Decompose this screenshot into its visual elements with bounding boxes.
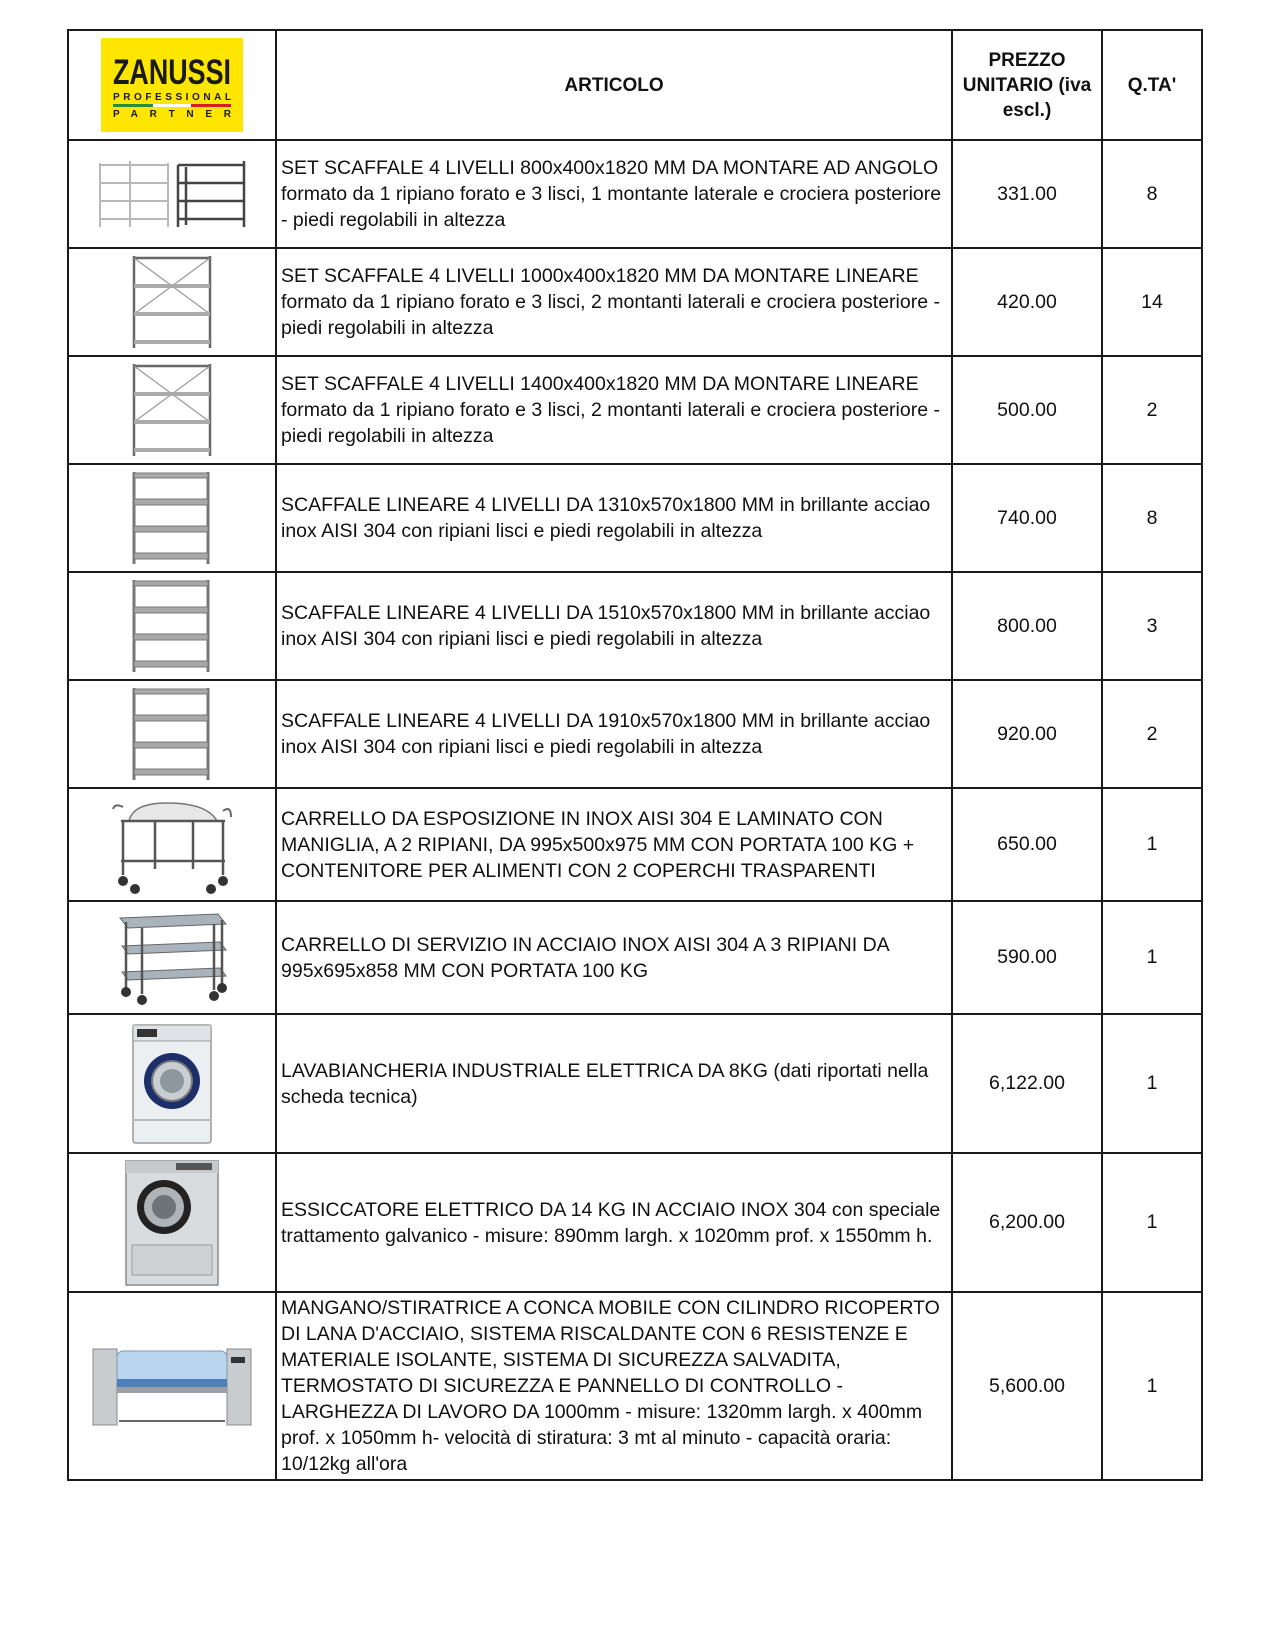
item-qty: 14 bbox=[1102, 248, 1202, 356]
table-row bbox=[68, 680, 1202, 788]
service-trolley-icon bbox=[110, 910, 234, 1006]
item-price: 6,122.00 bbox=[952, 1014, 1102, 1153]
item-qty: 1 bbox=[1102, 788, 1202, 901]
item-qty: 1 bbox=[1102, 1014, 1202, 1153]
item-price: 920.00 bbox=[952, 680, 1102, 788]
table-row bbox=[68, 356, 1202, 464]
price-list-table bbox=[67, 29, 1203, 1481]
stainless-shelving-icon bbox=[122, 576, 222, 676]
item-description: CARRELLO DI SERVIZIO IN ACCIAIO INOX AISI 304 A 3 RIPIANI DA 995x695x858 MM CON PORTATA 100 KG bbox=[276, 901, 952, 1014]
header-price-line2: UNITARIO (iva bbox=[962, 74, 1092, 96]
shelving-cross-brace-icon bbox=[122, 360, 222, 460]
item-price: 740.00 bbox=[952, 464, 1102, 572]
ironer-icon bbox=[89, 1343, 255, 1429]
image-cell bbox=[68, 140, 276, 248]
item-description: LAVABIANCHERIA INDUSTRIALE ELETTRICA DA 8KG (dati riportati nella scheda tecnica) bbox=[276, 1014, 952, 1153]
table-row bbox=[68, 464, 1202, 572]
item-qty: 2 bbox=[1102, 680, 1202, 788]
dryer-icon bbox=[122, 1159, 222, 1287]
image-cell bbox=[68, 1153, 276, 1292]
item-price: 6,200.00 bbox=[952, 1153, 1102, 1292]
stainless-shelving-icon bbox=[122, 468, 222, 568]
table-row bbox=[68, 1153, 1202, 1292]
header-price bbox=[952, 30, 1102, 140]
item-price: 500.00 bbox=[952, 356, 1102, 464]
table-row bbox=[68, 788, 1202, 901]
table-header-row bbox=[68, 30, 1202, 140]
item-description: SCAFFALE LINEARE 4 LIVELLI DA 1910x570x1800 MM in brillante acciao inox AISI 304 con ripiani lisci e piedi regolabili in altezza bbox=[276, 680, 952, 788]
table-row bbox=[68, 1292, 1202, 1480]
item-price: 650.00 bbox=[952, 788, 1102, 901]
item-qty: 3 bbox=[1102, 572, 1202, 680]
image-cell bbox=[68, 1292, 276, 1480]
table-row bbox=[68, 572, 1202, 680]
table-row bbox=[68, 901, 1202, 1014]
header-price-line1: PREZZO bbox=[988, 49, 1066, 71]
item-price: 331.00 bbox=[952, 140, 1102, 248]
item-qty: 2 bbox=[1102, 356, 1202, 464]
item-qty: 1 bbox=[1102, 901, 1202, 1014]
stainless-shelving-icon bbox=[122, 684, 222, 784]
logo-line2: PARTNER bbox=[113, 109, 231, 120]
image-cell bbox=[68, 680, 276, 788]
corner-shelving-icon bbox=[92, 157, 252, 231]
item-qty: 1 bbox=[1102, 1153, 1202, 1292]
image-cell bbox=[68, 356, 276, 464]
item-description: SCAFFALE LINEARE 4 LIVELLI DA 1510x570x1800 MM in brillante acciao inox AISI 304 con ripiani lisci e piedi regolabili in altezza bbox=[276, 572, 952, 680]
table-row bbox=[68, 1014, 1202, 1153]
image-cell bbox=[68, 464, 276, 572]
image-cell bbox=[68, 1014, 276, 1153]
item-qty: 8 bbox=[1102, 464, 1202, 572]
header-article: ARTICOLO bbox=[276, 30, 952, 140]
header-price-line3: escl.) bbox=[1002, 99, 1052, 121]
item-description: MANGANO/STIRATRICE A CONCA MOBILE CON CILINDRO RICOPERTO DI LANA D'ACCIAIO, SISTEMA RISCALDANTE CON 6 RESISTENZE E MATERIALE ISOLANTE, SISTEMA DI SICUREZZA SALVADITA, TERMOSTATO DI SICUREZZA E PANNELLO DI CONTROLLO - LARGHEZZA DI LAVORO DA 1000mm - misure: 1320mm largh. x 400mm prof. x 1050mm h- velocità di stiratura: 3 mt al minuto - capacità oraria: 10/12kg all'ora bbox=[276, 1292, 952, 1480]
item-qty: 1 bbox=[1102, 1292, 1202, 1480]
item-qty: 8 bbox=[1102, 140, 1202, 248]
item-description: CARRELLO DA ESPOSIZIONE IN INOX AISI 304 E LAMINATO CON MANIGLIA, A 2 RIPIANI, DA 995x500x975 MM CON PORTATA 100 KG + CONTENITORE PER ALIMENTI CON 2 COPERCHI TRASPARENTI bbox=[276, 788, 952, 901]
logo-line1: PROFESSIONAL bbox=[113, 92, 231, 103]
item-price: 420.00 bbox=[952, 248, 1102, 356]
table-row bbox=[68, 248, 1202, 356]
washing-machine-icon bbox=[129, 1023, 215, 1145]
logo-cell bbox=[68, 30, 276, 140]
image-cell bbox=[68, 248, 276, 356]
item-price: 590.00 bbox=[952, 901, 1102, 1014]
header-qty: Q.TA' bbox=[1102, 30, 1202, 140]
item-price: 800.00 bbox=[952, 572, 1102, 680]
image-cell bbox=[68, 901, 276, 1014]
display-trolley-icon bbox=[107, 795, 237, 895]
image-cell bbox=[68, 788, 276, 901]
item-description: ESSICCATORE ELETTRICO DA 14 KG IN ACCIAIO INOX 304 con speciale trattamento galvanico - misure: 890mm largh. x 1020mm prof. x 1550mm h. bbox=[276, 1153, 952, 1292]
table-row bbox=[68, 140, 1202, 248]
item-description: SET SCAFFALE 4 LIVELLI 800x400x1820 MM DA MONTARE AD ANGOLO formato da 1 ripiano forato e 3 lisci, 1 montante laterale e crociera posteriore - piedi regolabili in altezza bbox=[276, 140, 952, 248]
item-description: SCAFFALE LINEARE 4 LIVELLI DA 1310x570x1800 MM in brillante acciao inox AISI 304 con ripiani lisci e piedi regolabili in altezza bbox=[276, 464, 952, 572]
item-description: SET SCAFFALE 4 LIVELLI 1000x400x1820 MM DA MONTARE LINEARE formato da 1 ripiano forato e 3 lisci, 2 montanti laterali e crociera posteriore - piedi regolabili in altezza bbox=[276, 248, 952, 356]
zanussi-logo bbox=[101, 38, 243, 132]
item-description: SET SCAFFALE 4 LIVELLI 1400x400x1820 MM DA MONTARE LINEARE formato da 1 ripiano forato e 3 lisci, 2 montanti laterali e crociera posteriore - piedi regolabili in altezza bbox=[276, 356, 952, 464]
shelving-cross-brace-icon bbox=[122, 252, 222, 352]
image-cell bbox=[68, 572, 276, 680]
logo-brand: ZANUSSI bbox=[113, 53, 231, 92]
item-price: 5,600.00 bbox=[952, 1292, 1102, 1480]
